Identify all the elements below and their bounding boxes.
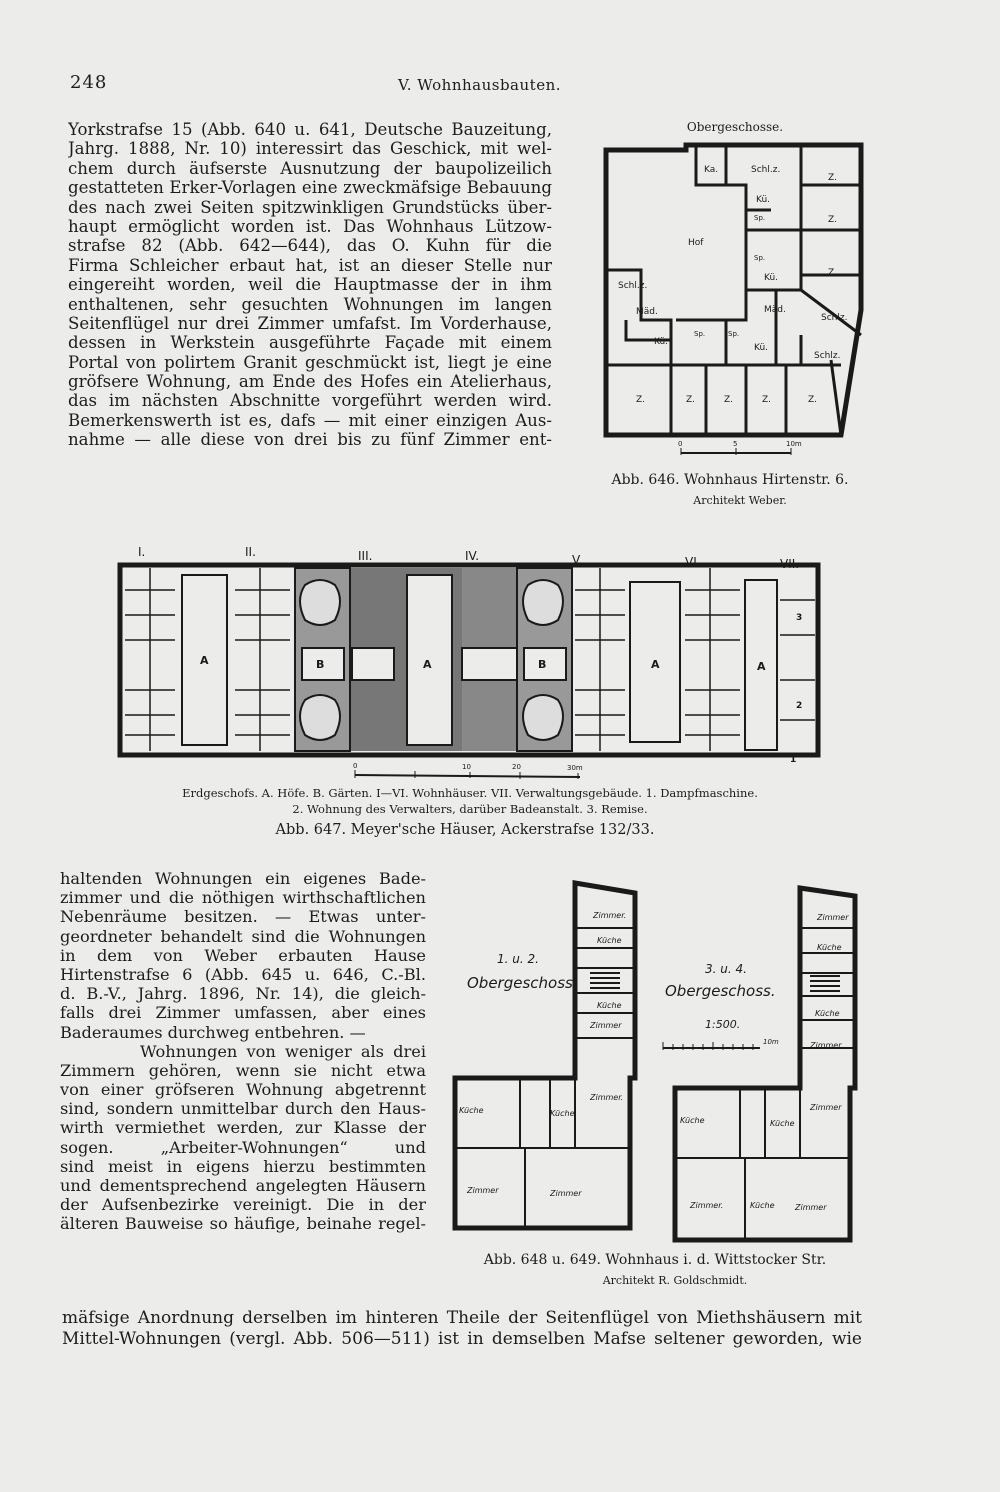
text-line: älteren Bauweise so häufige, beinahe regel- [60, 1214, 426, 1234]
room-label: Mäd. [636, 307, 658, 317]
building-numeral: VI. [685, 555, 701, 569]
room-number: 1 [790, 755, 797, 765]
paragraph-2 [60, 869, 426, 1234]
text-line: und dementsprechend angelegten Häusern [60, 1176, 426, 1195]
fig647-legend-line1: Erdgeschofs. A. Höfe. B. Gärten. I—VI. Wohnhäuser. VII. Verwaltungsgebäude. 1. Dampfmaschine. [182, 786, 758, 800]
text-line: Baderaumes durchweg entbehren. — [60, 1022, 366, 1042]
room-label: Z. [636, 395, 646, 405]
room-label: Küche [750, 1201, 775, 1210]
room-label: Küche [597, 936, 622, 945]
area-label: B [538, 658, 547, 671]
text-line: mäfsige Anordnung derselben im hinteren Theile der Seitenflügel von Miethshäusern mit [62, 1308, 862, 1328]
text-line: dessen in Werkstein ausgeführte Façade mit einem [68, 333, 552, 353]
scale-tick-label: 5 [733, 440, 738, 448]
text-line: des nach zwei Seiten spitzwinkligen Grundstücks über- [68, 197, 552, 217]
fig648-floorplans [445, 878, 865, 1250]
text-line: d. B.-V., Jahrg. 1896, Nr. 14), die gleich- [60, 984, 426, 1004]
room-label: Zimmer [817, 913, 849, 922]
room-label: Hof [688, 238, 704, 248]
fig648-scale-bar [663, 1042, 760, 1050]
scale-tick-label: 0 [353, 762, 358, 770]
text-line: gröfsere Wohnung, am Ende des Hofes ein Atelierhaus, [68, 372, 552, 392]
room-label: Küche [680, 1116, 705, 1125]
text-line: sind, sondern unmittelbar durch den Haus- [60, 1099, 426, 1119]
floor-label: Obergeschoss. [467, 974, 578, 992]
fig647-floorplan [110, 540, 830, 785]
building-numeral: III. [358, 549, 373, 563]
scale-tick-label: 20 [512, 763, 521, 771]
room-label: Zimmer [810, 1103, 842, 1112]
text-line: Nebenräume besitzen. — Etwas unter- [60, 907, 426, 927]
fig646-floorplan [596, 140, 871, 460]
scale-tick-label: 30m [567, 764, 583, 772]
room-label: Schlz. [821, 313, 848, 323]
building-numeral: VII. [780, 557, 800, 571]
room-label: Sp. [754, 254, 766, 262]
room-label: Sp. [694, 330, 706, 338]
room-label: Sp. [728, 330, 740, 338]
room-label: Zimmer [810, 1041, 842, 1050]
text-line: strafse 82 (Abb. 642—644), das O. Kuhn für die [68, 236, 552, 256]
text-line: eingereiht worden, weil die Hauptmasse der in ihm [68, 275, 552, 295]
text-line: der Aufsenbezirke vereinigt. Die in der [60, 1195, 426, 1215]
room-label: Küche [459, 1106, 484, 1115]
room-label: Küche [815, 1009, 840, 1018]
building-numeral: IV. [465, 549, 480, 563]
paragraph-3 [62, 1308, 862, 1350]
area-label: A [423, 658, 432, 671]
room-label: Z. [808, 395, 818, 405]
text-line: von einer gröfseren Wohnung abgetrennt [60, 1080, 426, 1100]
text-line: Bemerkenswerth ist es, dafs — mit einer einzigen Aus- [68, 410, 552, 430]
text-line: haltenden Wohnungen ein eigenes Bade- [60, 869, 426, 888]
scale-unit: 10m [763, 1038, 779, 1046]
room-label: Z. [828, 268, 838, 278]
room-label: Zimmer [467, 1186, 499, 1195]
scale-tick-label: 10 [462, 763, 471, 771]
room-label: Schl.z. [751, 165, 781, 175]
text-line: Seitenflügel nur drei Zimmer umfafst. Im Vorderhause, [68, 313, 552, 333]
area-label: A [200, 654, 209, 667]
fig646-architect: Architekt Weber. [693, 494, 787, 507]
room-label: Z. [762, 395, 772, 405]
room-label: Küche [817, 943, 842, 952]
text-line: sogen. „Arbeiter-Wohnungen“ und [60, 1137, 426, 1157]
text-line: Jahrg. 1888, Nr. 10) interessirt das Geschick, mit wel- [68, 139, 552, 159]
fig646-caption: Abb. 646. Wohnhaus Hirtenstr. 6. [611, 472, 849, 488]
page-number: 248 [70, 72, 108, 93]
room-label: Mäd. [764, 305, 786, 315]
text-line: Zimmern gehören, wenn sie nicht etwa [60, 1060, 426, 1080]
area-label: A [757, 660, 766, 673]
room-label: Z. [724, 395, 734, 405]
room-label: Ka. [704, 165, 719, 175]
scale-tick-label: 0 [678, 440, 683, 448]
room-label: Zimmer [795, 1203, 827, 1212]
text-line: Mittel-Wohnungen (vergl. Abb. 506—511) ist in demselben Mafse seltener geworden, wie [62, 1329, 862, 1349]
scale-tick-label: 10m [786, 440, 802, 448]
text-line: sind meist in eigens hierzu bestimmten [60, 1156, 426, 1176]
fig647-scale-bar [353, 762, 583, 779]
text-line: zimmer und die nöthigen wirthschaftlichen [60, 888, 426, 908]
paragraph-1 [68, 120, 552, 450]
fig648-architect: Architekt R. Goldschmidt. [602, 1274, 748, 1287]
floor-label: 3. u. 4. [705, 962, 747, 976]
building-numeral: II. [245, 545, 256, 559]
room-label: Zimmer. [590, 1093, 624, 1102]
text-line: Yorkstrafse 15 (Abb. 640 u. 641, Deutsche Bauzeitung, [68, 120, 552, 139]
room-label: Schl.z. [618, 281, 648, 291]
building-numeral: I. [138, 545, 146, 559]
text-line: haupt ermöglicht worden ist. Das Wohnhaus Lützow- [68, 216, 552, 236]
room-label: Küche [597, 1001, 622, 1010]
room-label: Schlz. [814, 351, 841, 361]
text-line: nahme — alle diese von drei bis zu fünf Zimmer ent- [68, 430, 552, 450]
floor-label: 1. u. 2. [497, 952, 539, 966]
room-label: Kü. [764, 273, 779, 283]
text-line: gestatteten Erker-Vorlagen eine zweckmäfsige Bebauung [68, 178, 552, 198]
floor-label: Obergeschoss. [665, 982, 776, 1000]
room-label: Küche [550, 1109, 575, 1118]
text-line: in dem von Weber erbauten Hause [60, 945, 426, 965]
text-line: Hirtenstrafse 6 (Abb. 645 u. 646, C.-Bl. [60, 964, 426, 984]
running-title: V. Wohnhausbauten. [398, 76, 561, 94]
room-label: Kü. [756, 195, 771, 205]
text-line: Wohnungen von weniger als drei [140, 1041, 426, 1061]
fig647-caption: Abb. 647. Meyer'sche Häuser, Ackerstrafse 132/33. [275, 822, 655, 838]
room-label: Kü. [654, 337, 669, 347]
room-label: Zimmer. [593, 911, 627, 920]
text-line: falls drei Zimmer umfassen, aber eines [60, 1003, 426, 1023]
room-label: Zimmer [550, 1189, 582, 1198]
room-label: Z. [828, 215, 838, 225]
room-label: Kü. [754, 343, 769, 353]
building-numeral: V. [572, 553, 583, 567]
text-line: wirth vermiethet werden, zur Klasse der [60, 1118, 426, 1138]
room-label: Küche [770, 1119, 795, 1128]
room-label: Z. [828, 173, 838, 183]
fig646-scale-bar [678, 440, 802, 455]
room-label: Zimmer. [690, 1201, 724, 1210]
scale-ratio: 1:500. [705, 1018, 741, 1031]
area-label: A [651, 658, 660, 671]
text-line: Firma Schleicher erbaut hat, ist an dieser Stelle nur [68, 255, 552, 275]
room-label: Sp. [754, 214, 766, 222]
text-line: das im nächsten Abschnitte vorgeführt werden wird. [68, 391, 552, 411]
text-line: Portal von polirtem Granit geschmückt ist, liegt je eine [68, 352, 552, 372]
room-number: 2 [796, 701, 803, 711]
fig647-legend-line2: 2. Wohnung des Verwalters, darüber Badeanstalt. 3. Remise. [292, 802, 648, 816]
text-line: chem durch äufserste Ausnutzung der baupolizeilich [68, 158, 552, 178]
fig646-title: Obergeschosse. [686, 120, 784, 134]
fig648-caption: Abb. 648 u. 649. Wohnhaus i. d. Wittstocker Str. [483, 1252, 827, 1268]
area-label: B [316, 658, 325, 671]
room-number: 3 [796, 613, 803, 623]
room-label: Z. [686, 395, 696, 405]
room-label: Zimmer [590, 1021, 622, 1030]
text-line: geordneter behandelt sind die Wohnungen [60, 926, 426, 946]
text-line: enthaltenen, sehr gesuchten Wohnungen im langen [68, 294, 552, 314]
